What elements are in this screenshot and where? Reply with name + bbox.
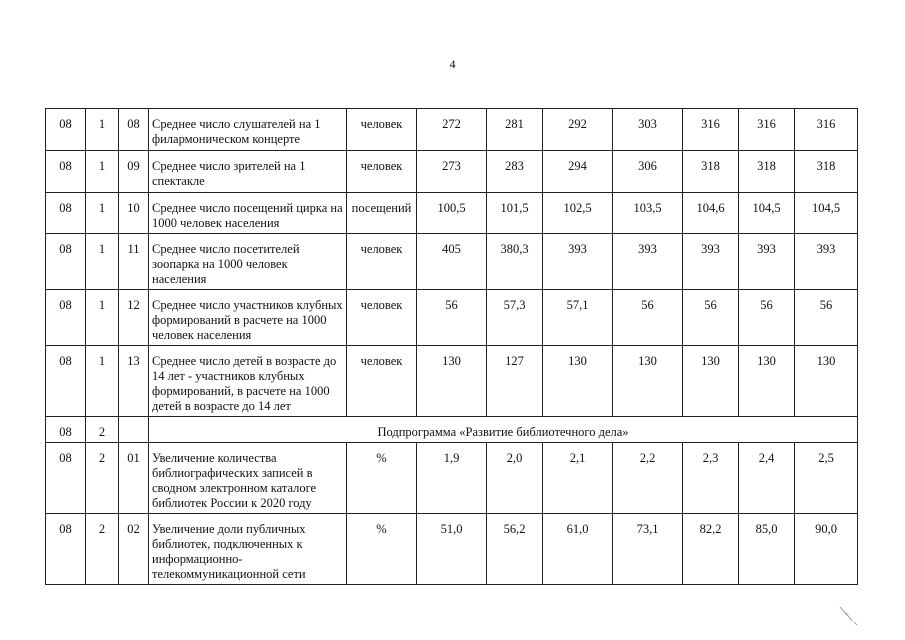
value-cell: 57,3: [487, 290, 543, 346]
program-code: 2: [86, 417, 119, 443]
indicator-name: Среднее число детей в возрасте до 14 лет - участников клубных формирований, в расчете на 1000 детей в возрасте до 14 лет: [149, 346, 347, 417]
value-cell: 2,5: [795, 443, 858, 514]
unit-cell: %: [347, 443, 417, 514]
indicator-code: 01: [119, 443, 149, 514]
unit-cell: %: [347, 514, 417, 585]
program-code: 1: [86, 151, 119, 193]
table-row: [46, 443, 858, 514]
indicator-name: Среднее число участников клубных формирований в расчете на 1000 человек населения: [149, 290, 347, 346]
value-cell: 393: [543, 234, 613, 290]
value-cell: 294: [543, 151, 613, 193]
indicator-code: 02: [119, 514, 149, 585]
indicator-name: Среднее число зрителей на 1 спектакле: [149, 151, 347, 193]
value-cell: 272: [417, 109, 487, 151]
value-cell: 273: [417, 151, 487, 193]
value-cell: 2,1: [543, 443, 613, 514]
value-cell: 85,0: [739, 514, 795, 585]
section-code: 08: [46, 514, 86, 585]
indicator-code: 12: [119, 290, 149, 346]
section-code: 08: [46, 109, 86, 151]
indicators-table: [45, 108, 858, 585]
program-code: 1: [86, 290, 119, 346]
indicator-name: Среднее число посещений цирка на 1000 человек населения: [149, 193, 347, 234]
unit-cell: посещений: [347, 193, 417, 234]
value-cell: 292: [543, 109, 613, 151]
value-cell: 56: [795, 290, 858, 346]
program-code: 1: [86, 346, 119, 417]
indicator-code: 11: [119, 234, 149, 290]
program-code: 1: [86, 193, 119, 234]
value-cell: 2,4: [739, 443, 795, 514]
unit-cell: человек: [347, 151, 417, 193]
subprogram-row: [46, 417, 858, 443]
unit-cell: человек: [347, 109, 417, 151]
indicator-code: 09: [119, 151, 149, 193]
value-cell: 316: [795, 109, 858, 151]
indicator-code: [119, 417, 149, 443]
value-cell: 56,2: [487, 514, 543, 585]
indicator-name: Увеличение доли публичных библиотек, подключенных к информационно-телекоммуникационной сети: [149, 514, 347, 585]
unit-cell: человек: [347, 290, 417, 346]
value-cell: 73,1: [613, 514, 683, 585]
value-cell: 100,5: [417, 193, 487, 234]
value-cell: 101,5: [487, 193, 543, 234]
section-code: 08: [46, 417, 86, 443]
value-cell: 130: [417, 346, 487, 417]
value-cell: 393: [613, 234, 683, 290]
scan-mark-decoration: [838, 604, 860, 626]
subprogram-title: Подпрограмма «Развитие библиотечного дела»: [149, 417, 858, 443]
program-code: 1: [86, 234, 119, 290]
value-cell: 56: [613, 290, 683, 346]
value-cell: 318: [683, 151, 739, 193]
value-cell: 283: [487, 151, 543, 193]
value-cell: 103,5: [613, 193, 683, 234]
value-cell: 405: [417, 234, 487, 290]
value-cell: 51,0: [417, 514, 487, 585]
value-cell: 56: [683, 290, 739, 346]
value-cell: 130: [683, 346, 739, 417]
section-code: 08: [46, 443, 86, 514]
value-cell: 380,3: [487, 234, 543, 290]
section-code: 08: [46, 290, 86, 346]
value-cell: 303: [613, 109, 683, 151]
program-code: 1: [86, 109, 119, 151]
table-row: [46, 109, 858, 151]
value-cell: 2,3: [683, 443, 739, 514]
program-code: 2: [86, 443, 119, 514]
indicator-code: 08: [119, 109, 149, 151]
section-code: 08: [46, 346, 86, 417]
value-cell: 130: [613, 346, 683, 417]
section-code: 08: [46, 193, 86, 234]
table-row: [46, 193, 858, 234]
page-number: 4: [449, 57, 456, 71]
indicator-name: Среднее число слушателей на 1 филармоническом концерте: [149, 109, 347, 151]
table-row: [46, 234, 858, 290]
value-cell: 130: [543, 346, 613, 417]
value-cell: 306: [613, 151, 683, 193]
value-cell: 393: [683, 234, 739, 290]
value-cell: 90,0: [795, 514, 858, 585]
indicator-code: 10: [119, 193, 149, 234]
section-code: 08: [46, 234, 86, 290]
value-cell: 316: [739, 109, 795, 151]
value-cell: 57,1: [543, 290, 613, 346]
value-cell: 393: [795, 234, 858, 290]
table-row: [46, 290, 858, 346]
value-cell: 56: [417, 290, 487, 346]
table-row: [46, 514, 858, 585]
value-cell: 104,5: [739, 193, 795, 234]
value-cell: 318: [739, 151, 795, 193]
unit-cell: человек: [347, 346, 417, 417]
section-code: 08: [46, 151, 86, 193]
value-cell: 318: [795, 151, 858, 193]
value-cell: 104,6: [683, 193, 739, 234]
value-cell: 393: [739, 234, 795, 290]
value-cell: 2,0: [487, 443, 543, 514]
value-cell: 61,0: [543, 514, 613, 585]
value-cell: 2,2: [613, 443, 683, 514]
table-row: [46, 151, 858, 193]
value-cell: 281: [487, 109, 543, 151]
value-cell: 82,2: [683, 514, 739, 585]
value-cell: 102,5: [543, 193, 613, 234]
unit-cell: человек: [347, 234, 417, 290]
value-cell: 56: [739, 290, 795, 346]
value-cell: 104,5: [795, 193, 858, 234]
indicator-name: Увеличение количества библиографических записей в сводном электронном каталоге библиотек России к 2020 году: [149, 443, 347, 514]
program-code: 2: [86, 514, 119, 585]
indicator-name: Среднее число посетителей зоопарка на 1000 человек населения: [149, 234, 347, 290]
indicator-code: 13: [119, 346, 149, 417]
value-cell: 1,9: [417, 443, 487, 514]
value-cell: 127: [487, 346, 543, 417]
value-cell: 316: [683, 109, 739, 151]
value-cell: 130: [795, 346, 858, 417]
table-row: [46, 346, 858, 417]
value-cell: 130: [739, 346, 795, 417]
